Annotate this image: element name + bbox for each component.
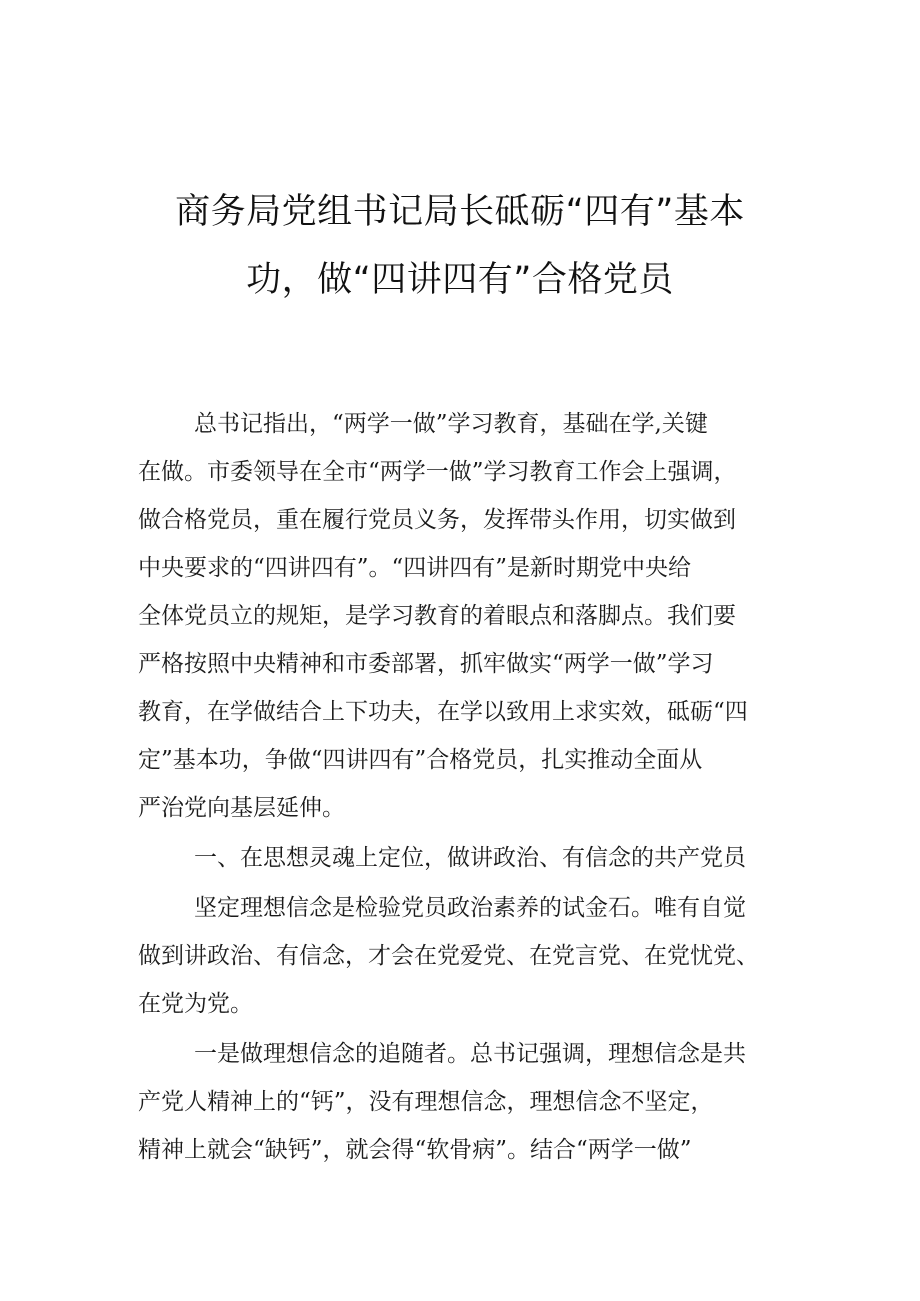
- paragraph-line: 严格按照中央精神和市委部署，抓牢做实“两学一做”学习: [138, 651, 714, 677]
- paragraph-line: 做合格党员，重在履行党员义务，发挥带头作用，切实做到: [138, 507, 736, 533]
- paragraph-line: 在做。市委领导在全市“两学一做”学习教育工作会上强调，: [138, 459, 737, 485]
- paragraph-line: 一是做理想信念的追随者。总书记强调，理想信念是共: [194, 1041, 746, 1067]
- paragraph-line: 全体党员立的规矩，是学习教育的着眼点和落脚点。我们要: [138, 603, 736, 629]
- paragraph-line: 产党人精神上的“钙”，没有理想信念，理想信念不坚定，: [138, 1089, 714, 1115]
- paragraph-line: 做到讲政治、有信念，才会在党爱党、在党言党、在党忧党、: [138, 943, 759, 969]
- paragraph-line: 教育，在学做结合上下功夫，在学以致用上求实效，砥砺“四: [138, 699, 748, 725]
- paragraph-line: 坚定理想信念是检验党员政治素养的试金石。唯有自觉: [194, 895, 746, 921]
- document-title-line-1: 商务局党组书记局长砥砺“四有”基本: [175, 192, 745, 232]
- section-heading: 一、在思想灵魂上定位，做讲政治、有信念的共产党员: [194, 845, 746, 871]
- paragraph-line: 精神上就会“缺钙”，就会得“软骨病”。结合“两学一做”: [138, 1137, 692, 1163]
- paragraph-line: 总书记指出，“两学一做”学习教育，基础在学,关键: [194, 411, 708, 437]
- paragraph-line: 在党为党。: [138, 991, 253, 1017]
- document-title-line-2: 功，做“四讲四有”合格党员: [246, 260, 674, 300]
- paragraph-line: 严治党向基层延伸。: [138, 795, 345, 821]
- paragraph-line: 中央要求的“四讲四有”。“四讲四有”是新时期党中央给: [138, 555, 692, 581]
- paragraph-line: 定”基本功，争做“四讲四有”合格党员，扎实推动全面从: [138, 747, 703, 773]
